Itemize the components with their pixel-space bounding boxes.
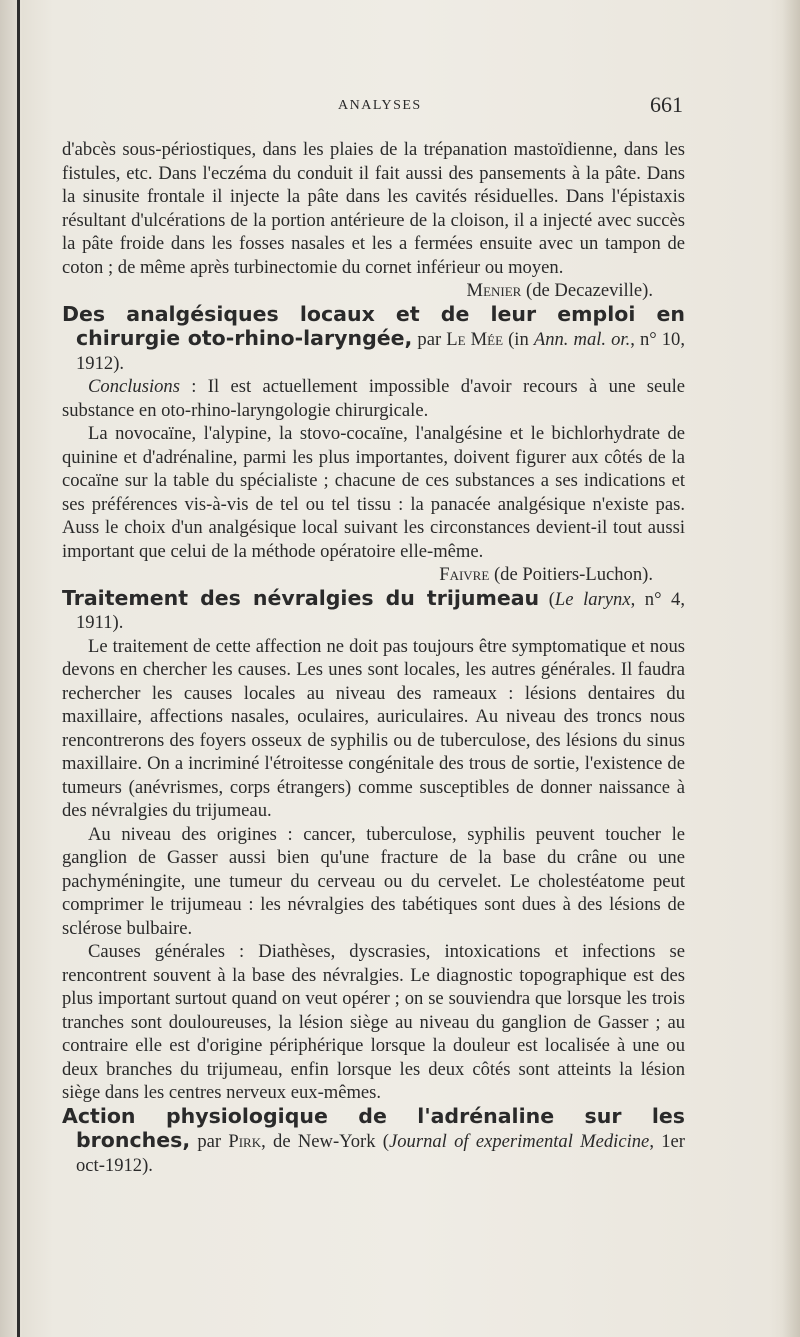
entry-source-open: (in [508, 329, 529, 350]
page-header [62, 92, 685, 122]
nevralgies-paragraph-2: Au niveau des origines : cancer, tuberculose, syphilis peuvent toucher le ganglion de Gasser aussi bien qu'une fracture de la base du crâne ou une pachyméningite, une tumeur du cerveau ou du cervelet. Le cholestéatome peut comprimer le trijumeau : les névralgies des tabétiques sont dues à des lésions de sclérose bulbaire. [62, 823, 685, 939]
entry-journal: Ann. mal. or. [533, 329, 631, 350]
binding-edge [0, 0, 22, 1337]
entry-journal: Le larynx [554, 588, 631, 610]
page-shadow [782, 0, 800, 1337]
nevralgies-paragraph-3: Causes générales : Diathèses, dyscrasies, intoxications et infections se rencontrent souvent à la base des névralgies. Le diagnostic topographique est des plus important surtout quand on veut opérer ; on se souviendra que lorsque les trois tranches sont douloureuses, la lésion siège au niveau du ganglion de Gasser ; au contraire elle est d'origine périphérique lorsque la douleur est localisée à une ou deux branches du trijumeau, enfin lorsque les deux côtés sont atteints la lésion siège dans les centres nerveux eux-mêmes. [62, 941, 685, 1103]
entry-title: Traitement des névralgies du trijumeau [62, 585, 540, 610]
entry-heading-nevralgies [62, 587, 685, 635]
entry-source-close: , 1er oct-1912). [76, 1131, 685, 1176]
page-number: 661 [650, 92, 683, 117]
entry-title: Action physiologique de l'adrénaline sur les bronches, [62, 1103, 685, 1152]
nevralgies-paragraph-1: Le traitement de cette affection ne doit pas toujours être symptomatique et nous devons en chercher les causes. Les unes sont locales, les autres générales. Il faudra rechercher les causes locales au niveau des rameaux : lésions dentaires du maxillaire, affections nasales, oculaires, auriculaires. Au niveau des troncs nous rencontrerons des foyers osseux de syphilis ou de tuberculose, des lésions du sinus maxillaire. On a incriminé l'étroitesse congénitale des trous de sortie, l'existence de tumeurs (anévrismes, corps étrangers) comme susceptibles de donner naissance à des névralgies du trijumeau. [62, 635, 685, 821]
entry-author: Le Mée [446, 329, 504, 350]
signature-faivre [62, 563, 685, 587]
continuation-paragraph: d'abcès sous-périostiques, dans les plaies de la trépanation mastoïdienne, dans les fistules, etc. Dans l'eczéma du conduit il fait aussi des pansements à la pâte. Dans la sinusite frontale il injecte la pâte dans les cavités résiduelles. Dans l'épistaxis résultant d'ulcérations de la portion antérieure de la cloison, il a injecté avec succès la pâte froide dans les fosses nasales et les a fermées ensuite avec un tampon de coton ; de même après turbinectomie du cornet inférieur ou moyen. [62, 139, 685, 278]
conclusions-paragraph [62, 375, 685, 422]
entry-author: Pirk [228, 1131, 262, 1152]
analgesiques-paragraph: La novocaïne, l'alypine, la stovo-cocaïne, l'analgésine et le bichlorhydrate de quinine et d'adrénaline, parmi les plus importantes, doivent figurer aux côtés de la cocaïne sur la table du spécialiste ; chacune de ces substances a ses indications et ses préférences vis-à-vis de tel ou tel tissu : la panacée analgésique n'existe pas. Auss le choix d'un analgésique local suivant les circonstances devient-il tout aussi important que celui de la méthode opératoire elle-même. [62, 423, 685, 562]
conclusions-label: Conclusions [88, 376, 180, 397]
entry-title: Des analgésiques locaux et de leur emploi en chirurgie oto-rhino-laryngée, [62, 301, 685, 350]
entry-by: par [417, 329, 442, 350]
signature-place: (de Decazeville). [526, 280, 653, 301]
entry-source-open: ( [548, 588, 555, 610]
entry-by: par [197, 1131, 222, 1152]
entry-author-place: , de New-York [261, 1131, 376, 1152]
entry-heading-adrenaline [62, 1105, 685, 1178]
entry-journal: Journal of experimental Medicine [388, 1131, 650, 1152]
signature-menier [62, 279, 685, 303]
entry-source-close: , n° 4, 1911). [76, 588, 686, 633]
entry-source-close: , n° 10, 1912). [76, 329, 686, 374]
conclusions-text: : Il est actuellement impossible d'avoir recours à une seule substance en oto-rhino-laryngologie chirurgicale. [62, 376, 685, 421]
running-head: ANALYSES [338, 98, 422, 113]
signature-place: (de Poitiers-Luchon). [493, 564, 653, 585]
entry-source-open: ( [382, 1131, 389, 1152]
page-body [62, 138, 685, 1177]
entry-heading-analgesiques [62, 303, 685, 376]
signature-name: Menier [466, 280, 522, 301]
signature-name: Faivre [439, 564, 490, 585]
